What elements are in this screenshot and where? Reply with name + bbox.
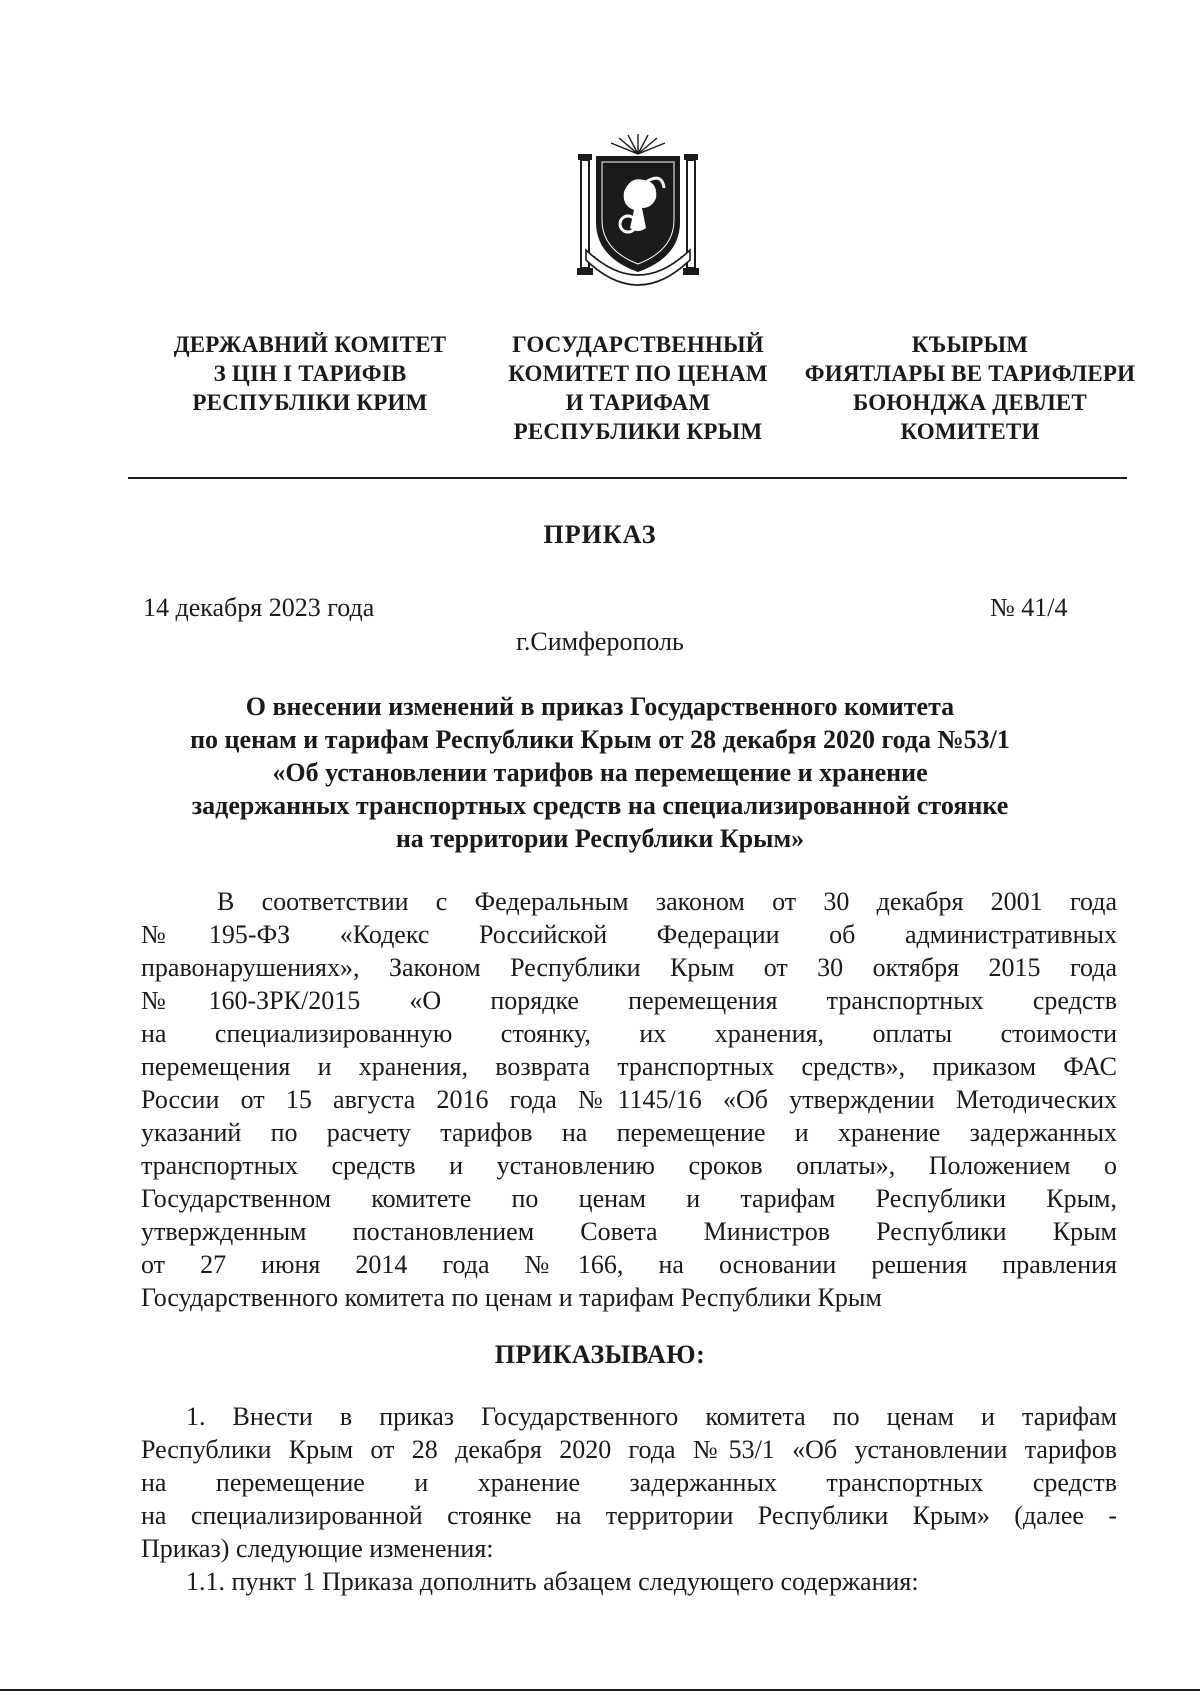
item-line: 1.1. пункт 1 Приказа дополнить абзацем следующего содержания: [186,1567,919,1596]
header-divider [128,477,1127,479]
document-city: г.Симферополь [516,627,684,656]
document-number: № 41/4 [990,593,1068,622]
item-line: на специализированной стоянке на территории Республики Крым» (далее - [141,1501,1117,1530]
preamble-paragraph [141,885,1117,1314]
subject-line: по ценам и тарифам Республики Крым от 28 декабря 2020 года №53/1 [190,725,1010,754]
org-name-crimean-tatar [800,330,1140,446]
subject-line: «Об установлении тарифов на перемещение и хранение [272,758,928,787]
preamble-line: перемещения и хранения, возврата транспортных средств», приказом ФАС [141,1052,1117,1081]
org-ua-line: РЕСПУБЛІКИ КРИМ [192,390,428,415]
org-ru-line: РЕСПУБЛИКИ КРЫМ [513,419,763,444]
org-ua-line: ДЕРЖАВНИЙ КОМІТЕТ [173,332,447,357]
org-name-russian [488,330,788,446]
preamble-line: №160-ЗРК/2015 «О порядке перемещения транспортных средств [141,986,1117,1015]
item-line: 1. Внести в приказ Государственного комитета по ценам и тарифам [186,1402,1117,1431]
org-crt-line: КОМИТЕТИ [900,419,1040,444]
preamble-line: правонарушениях», Законом Республики Крым от 30 октября 2015 года [141,953,1117,982]
org-crt-line: БОЮНДЖА ДЕВЛЕТ [853,390,1087,415]
preamble-line: утвержденным постановлением Совета Министров Республики Крым [141,1217,1117,1246]
item-line: на перемещение и хранение задержанных транспортных средств [141,1468,1117,1497]
preamble-line: Государственного комитета по ценам и тарифам Республики Крым [141,1283,882,1312]
order-directive-heading: ПРИКАЗЫВАЮ: [494,1340,706,1369]
preamble-line: от 27 июня 2014 года №166, на основании решения правления [141,1250,1117,1279]
org-name-ukrainian [150,330,470,417]
preamble-line: России от 15 августа 2016 года №1145/16 «Об утверждении Методических [141,1085,1117,1114]
page-bottom-edge [0,1689,1200,1691]
preamble-line: транспортных средств и установлению сроков оплаты», Положением о [141,1151,1117,1180]
document-date: 14 декабря 2023 года [143,593,375,622]
item-1-paragraph [141,1400,1117,1598]
subject-line: О внесении изменений в приказ Государственного комитета [245,692,955,721]
org-ua-line: З ЦІН І ТАРИФІВ [213,361,407,386]
preamble-line: Государственном комитете по ценам и тарифам Республики Крым, [141,1184,1117,1213]
org-crt-line: КЪЫРЫМ [911,332,1029,357]
preamble-line: на специализированную стоянку, их хранения, оплаты стоимости [141,1019,1117,1048]
org-ru-line: ГОСУДАРСТВЕННЫЙ [512,332,764,357]
preamble-line: указаний по расчету тарифов на перемещение и хранение задержанных [141,1118,1117,1147]
org-crt-line: ФИЯТЛАРЫ ВЕ ТАРИФЛЕРИ [804,361,1136,386]
org-ru-line: КОМИТЕТ ПО ЦЕНАМ [508,361,768,386]
document-title: ПРИКАЗ [543,520,657,549]
org-ru-line: И ТАРИФАМ [565,390,711,415]
preamble-line: В соответствии с Федеральным законом от 30 декабря 2001 года [217,887,1117,916]
subject-line: задержанных транспортных средств на специализированной стоянке [191,791,1009,820]
item-line: Республики Крым от 28 декабря 2020 года №53/1 «Об установлении тарифов [141,1435,1117,1464]
preamble-line: №195-ФЗ «Кодекс Российской Федерации об административных [141,920,1117,949]
document-subject [120,690,1080,855]
item-line: Приказ) следующие изменения: [141,1534,494,1563]
crimea-coat-of-arms-icon [572,132,704,292]
subject-line: на территории Республики Крым» [395,824,805,853]
